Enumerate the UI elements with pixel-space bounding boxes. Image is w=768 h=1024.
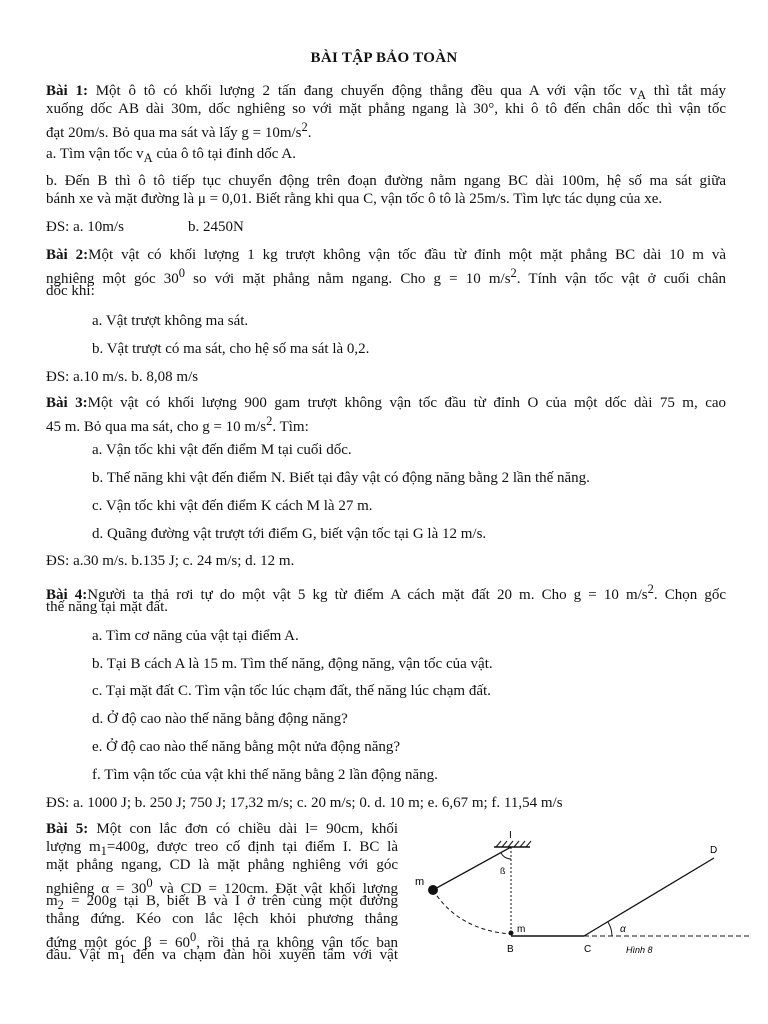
b3-part-d: d. Quãng đường vật trượt tới điểm G, biết vận tốc tại G là 12 m/s. <box>92 526 487 542</box>
beta-angle-arc <box>501 853 511 859</box>
b5-sub-5: 2 <box>57 898 64 912</box>
b5-line-8 <box>46 946 398 968</box>
b2-part-b: b. Vật trượt có ma sát, cho hệ số ma sát là 0,2. <box>92 341 370 357</box>
b4-part-e: e. Ở độ cao nào thế năng bằng một nửa động năng? <box>92 739 401 755</box>
b4-answer: ĐS: a. 1000 J; b. 250 J; 750 J; 17,32 m/s; c. 20 m/s; 0. d. 10 m; e. 6,67 m; f. 11,54 m/s <box>46 795 563 811</box>
b4-part-a: a. Tìm cơ năng của vật tại điểm A. <box>92 628 299 644</box>
b5-text-2a: lượng m <box>46 839 101 855</box>
figure-caption: Hình 8 <box>626 945 653 955</box>
b1-sub-1: A <box>637 88 647 102</box>
mass-m2 <box>509 931 514 936</box>
b1-a-end: của ô tô tại đỉnh dốc A. <box>152 146 296 162</box>
b2-label: Bài 2: <box>46 247 89 263</box>
b1-answer-b: b. 2450N <box>187 219 244 235</box>
label-I: I <box>509 830 512 841</box>
b5-label: Bài 5: <box>46 821 89 837</box>
b1-part-b-line-2: bánh xe và mặt đường là μ = 0,01. Biết rằng khi qua C, vận tốc ô tô là 25m/s. Tìm lực tác dụng của xe. <box>46 191 663 207</box>
b5-sub-8: 1 <box>119 952 126 966</box>
b1-label: Bài 1: <box>46 83 88 99</box>
b4-part-f: f. Tìm vận tốc của vật khi thế năng bằng 2 lần động năng. <box>92 767 438 783</box>
b1-text-3-end: . <box>307 125 312 141</box>
b5-sup-7: 0 <box>190 930 197 944</box>
label-alpha: α <box>620 924 626 935</box>
b1-part-b-line-1: b. Đến B thì ô tô tiếp tục chuyển động trên đoạn đường nằm ngang BC dài 100m, hệ số ma sát giữa <box>46 173 726 189</box>
b3-answer: ĐS: a.30 m/s. b.135 J; c. 24 m/s; d. 12 m. <box>46 553 295 569</box>
b2-sup-2b: 2 <box>510 266 517 280</box>
b5-sup-4: 0 <box>146 876 153 890</box>
b5-text-8a: đầu. Vật m <box>46 947 120 963</box>
b4-part-d: d. Ở độ cao nào thế năng bằng động năng? <box>92 711 348 727</box>
b4-sup-1: 2 <box>647 582 654 596</box>
b5-text-5a: m <box>46 893 58 909</box>
b5-text-7a: đứng một góc β = 60 <box>46 935 191 951</box>
b3-part-b: b. Thế năng khi vật đến điểm N. Biết tại đây vật có động năng bằng 2 lần thế năng. <box>92 470 590 486</box>
b2-text-2c: . Tính vận tốc vật ở cuối chân <box>516 271 726 287</box>
label-m1: m <box>415 876 425 888</box>
b3-text-2: 45 m. Bỏ qua ma sát, cho g = 10 m/s <box>46 419 267 435</box>
b3-line-2 <box>46 412 726 436</box>
page-title: BÀI TẬP BẢO TOÀN <box>310 50 458 66</box>
b2-part-a: a. Vật trượt không ma sát. <box>92 313 249 329</box>
b1-a-sub: A <box>143 151 153 165</box>
label-C: C <box>584 944 592 955</box>
b3-part-c: c. Vận tốc khi vật đến điểm K cách M là 27 m. <box>92 498 373 514</box>
b4-part-b: b. Tại B cách A là 15 m. Tìm thế năng, động năng, vận tốc của vật. <box>92 656 493 672</box>
b5-text-7b: , rồi thả ra không vận tốc ban <box>196 935 399 951</box>
b3-line-1 <box>46 394 726 412</box>
b5-text-8b: đến va chạm đàn hồi xuyên tâm với vật <box>125 947 399 963</box>
b4-part-c: c. Tại mặt đất C. Tìm vận tốc lúc chạm đất, thế năng lúc chạm đất. <box>92 683 491 699</box>
b1-line-3 <box>46 118 726 142</box>
label-m2: m <box>517 924 526 935</box>
incline-cd <box>584 858 714 936</box>
b4-text-1: Người ta thả rơi tự do một vật 5 kg từ điểm A cách mặt đất 20 m. Cho g = 10 m/s <box>87 587 648 603</box>
label-B: B <box>507 944 514 955</box>
b2-text-2a: nghiêng một góc 30 <box>46 271 179 287</box>
b1-text-1: Một ô tô có khối lượng 2 tấn đang chuyển động thẳng đều qua A với vận tốc v <box>87 83 637 99</box>
b2-line-3: dốc khi: <box>46 283 95 299</box>
label-D: D <box>710 845 718 856</box>
b3-sup-2: 2 <box>266 414 273 428</box>
pendulum-bob <box>428 885 438 895</box>
b5-text-2b: =400g, được treo cố định tại điểm I. BC là <box>106 839 398 855</box>
b2-sup-2: 0 <box>178 266 185 280</box>
b4-line-2: thế năng tại mặt đất. <box>46 599 169 615</box>
b1-answer <box>46 218 726 236</box>
b2-line-1 <box>46 246 726 264</box>
alpha-angle-arc <box>608 922 612 936</box>
pendulum-incline-figure <box>408 826 754 960</box>
b1-part-a <box>46 145 726 167</box>
b3-text-2-end: . Tìm: <box>272 419 309 435</box>
b3-part-a: a. Vận tốc khi vật đến điểm M tại cuối dốc. <box>92 442 352 458</box>
b5-line-6: thẳng đứng. Kéo con lắc lệch khỏi phương thẳng <box>46 911 398 927</box>
label-beta: ß <box>500 866 506 876</box>
b1-text-3: đạt 20m/s. Bỏ qua ma sát và lấy g = 10m/s <box>46 125 302 141</box>
b2-text-2b: so với mặt phẳng nằm ngang. Cho g = 10 m/s <box>185 271 511 287</box>
swing-path-arc <box>433 890 511 934</box>
b5-text-4a: nghiêng α = 30 <box>46 881 147 897</box>
b4-text-1-end: . Chọn gốc <box>653 587 727 603</box>
b5-text-1: Một con lắc đơn có chiều dài l= 90cm, khối <box>88 821 398 837</box>
b4-label: Bài 4: <box>46 587 88 603</box>
b5-text-4b: và CD = 120cm. Đặt vật khối lượng <box>152 881 398 897</box>
b3-text-1: Một vật có khối lượng 900 gam trượt không vận tốc đầu từ đỉnh O của một dốc dài 75 m, cao <box>87 395 727 411</box>
b5-sub-2: 1 <box>100 844 107 858</box>
b2-text-1: Một vật có khối lượng 1 kg trượt không vận tốc đầu từ đỉnh một mặt phẳng BC dài 10 m và <box>88 247 727 263</box>
b1-sup-3: 2 <box>301 120 308 134</box>
b5-line-1 <box>46 820 398 838</box>
b5-line-3: mặt phẳng ngang, CD là mặt phẳng nghiêng với góc <box>46 857 398 873</box>
b1-answer-a: ĐS: a. 10m/s <box>46 219 124 235</box>
b2-answer: ĐS: a.10 m/s. b. 8,08 m/s <box>46 369 199 385</box>
b1-a-text: a. Tìm vận tốc v <box>46 146 144 162</box>
b5-text-5b: = 200g tại B, biết B và I ở trên cùng một đường <box>63 893 398 909</box>
ceiling-support-icon <box>494 841 531 847</box>
b1-line-2: xuống dốc AB dài 30m, dốc nghiêng so với mặt phẳng ngang là 30°, khi ô tô đến chân dốc thì vận tốc <box>46 101 726 117</box>
b1-text-1-end: thì tắt máy <box>646 83 726 99</box>
b3-label: Bài 3: <box>46 395 88 411</box>
